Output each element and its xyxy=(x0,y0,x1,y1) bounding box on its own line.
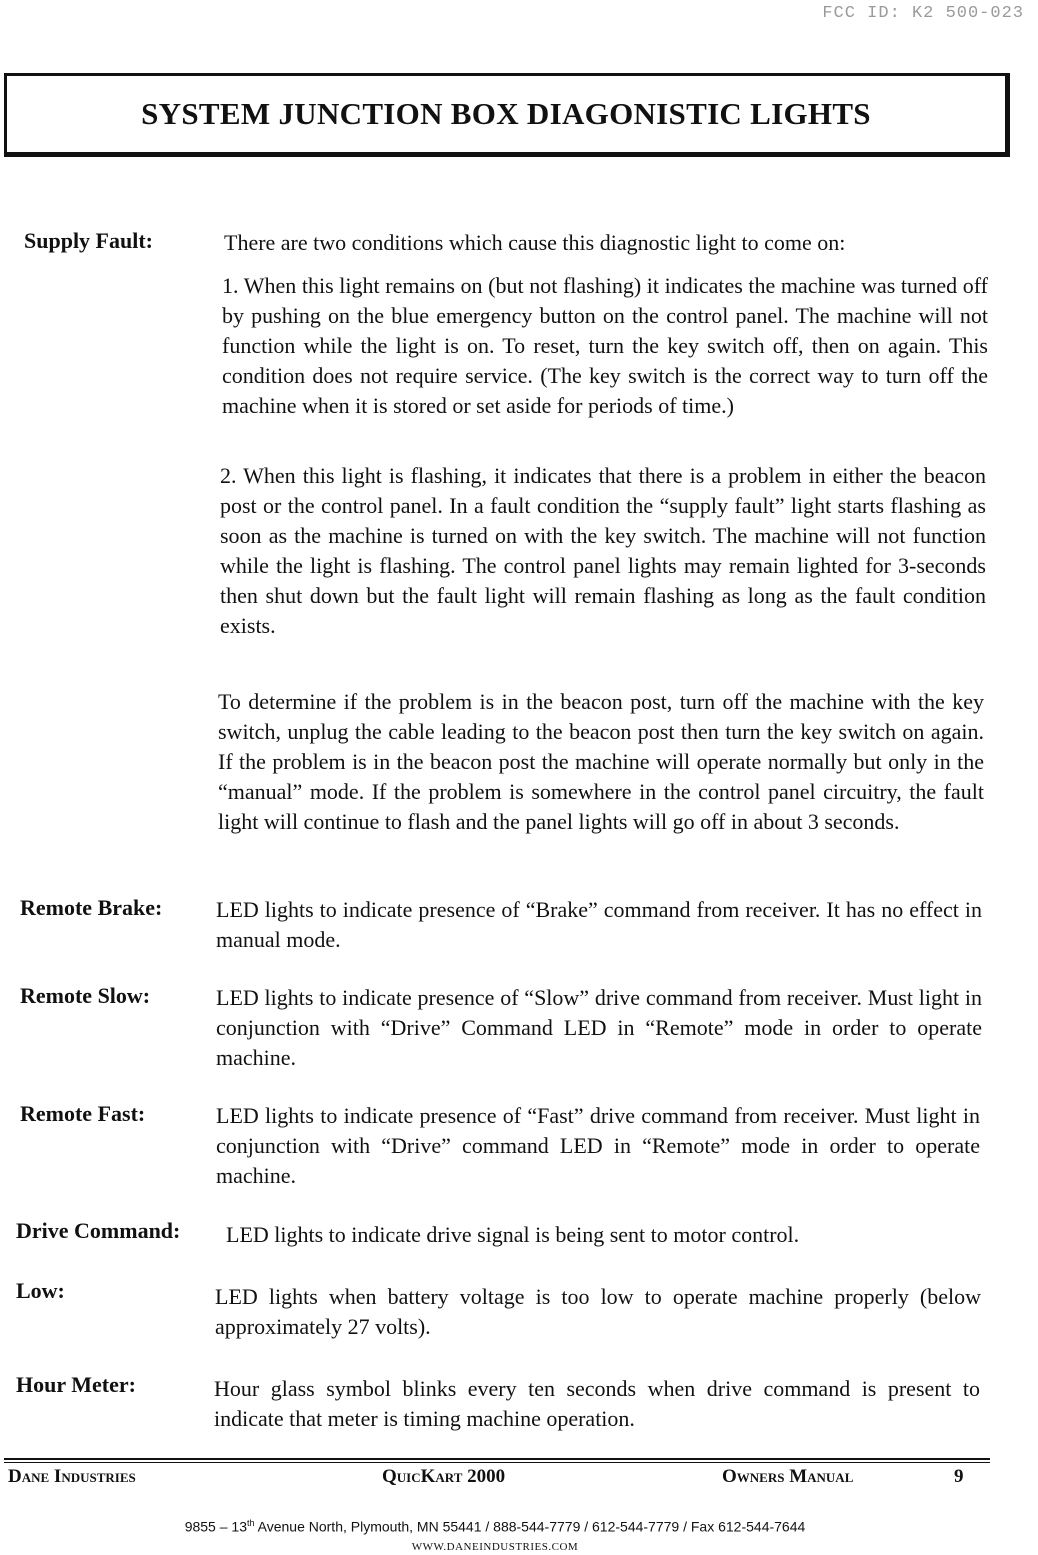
supply-fault-label: Supply Fault: xyxy=(24,228,153,253)
hour-meter-text: Hour glass symbol blinks every ten seconds when drive command is present to indicate that meter is timing machine operation. xyxy=(214,1376,980,1431)
supply-fault-intro: There are two conditions which cause this diagnostic light to come on: xyxy=(224,230,846,255)
supply-fault-paragraph-2: 2. When this light is flashing, it indicates that there is a problem in either the beacon post or the control panel. In a fault condition the “supply fault” light starts flashing as soon as the machine is turned on with the key switch. The machine will not function while the light is flashing. The control panel lights may remain lighted for 3-seconds then shut down but the fault light will remain flashing as long as the fault condition exists. xyxy=(220,463,986,638)
supply-fault-paragraph-1: 1. When this light remains on (but not flashing) it indicates the machine was turned off by pushing on the blue emergency button on the control panel. The machine will not function while the light is on. To reset, turn the key switch off, then on again. This condition does not require service. (The key switch is the correct way to turn off the machine when it is stored or set aside for periods of time.) xyxy=(222,273,988,418)
footer-address xyxy=(0,1518,990,1535)
hour-meter-label: Hour Meter: xyxy=(16,1372,136,1397)
title-box xyxy=(4,73,1010,157)
page-title: SYSTEM JUNCTION BOX DIAGONISTIC LIGHTS xyxy=(141,96,871,131)
remote-brake-text: LED lights to indicate presence of “Brake” command from receiver. It has no effect in manual mode. xyxy=(216,897,982,952)
drive-command-text: LED lights to indicate drive signal is being sent to motor control. xyxy=(226,1222,800,1247)
remote-fast-text: LED lights to indicate presence of “Fast” drive command from receiver. Must light in conjunction with “Drive” command LED in “Remote” mode in order to operate machine. xyxy=(216,1103,980,1188)
remote-fast-label: Remote Fast: xyxy=(20,1101,146,1126)
address-rest: Avenue North, Plymouth, MN 55441 / 888-544-7779 / 612-544-7779 / Fax 612-544-7644 xyxy=(254,1518,806,1535)
footer-divider-thin xyxy=(4,1462,990,1463)
supply-fault-paragraph-3: To determine if the problem is in the beacon post, turn off the machine with the key switch, unplug the cable leading to the beacon post then turn the key switch on again. If the problem is in the beacon post the machine will operate normally but only in the “manual” mode. If the problem is somewhere in the control panel circuitry, the fault light will continue to flash and the panel lights will go off in about 3 seconds. xyxy=(218,689,984,834)
footer-product: QuicKart 2000 xyxy=(382,1466,506,1487)
remote-brake-label: Remote Brake: xyxy=(20,895,163,920)
footer-divider xyxy=(4,1458,990,1460)
footer-company: Dane Industries xyxy=(8,1466,136,1487)
low-text: LED lights when battery voltage is too low to operate machine properly (below approximately 27 volts). xyxy=(215,1284,981,1339)
low-label: Low: xyxy=(16,1278,65,1303)
drive-command-label: Drive Command: xyxy=(16,1218,181,1243)
remote-slow-text: LED lights to indicate presence of “Slow” drive command from receiver. Must light in conjunction with “Drive” Command LED in “Remote” mode in order to operate machine. xyxy=(216,985,982,1070)
address-street-number: 9855 – 13 xyxy=(184,1518,247,1535)
address-ordinal-suffix: th xyxy=(247,1518,255,1528)
remote-slow-label: Remote Slow: xyxy=(20,983,151,1008)
footer-manual-title: Owners Manual xyxy=(722,1466,854,1487)
footer-page-number: 9 xyxy=(954,1466,964,1487)
fcc-id-stamp: FCC ID: K2 500-023 xyxy=(822,4,1024,23)
footer-website: WWW.DANEINDUSTRIES.COM xyxy=(411,1541,579,1553)
